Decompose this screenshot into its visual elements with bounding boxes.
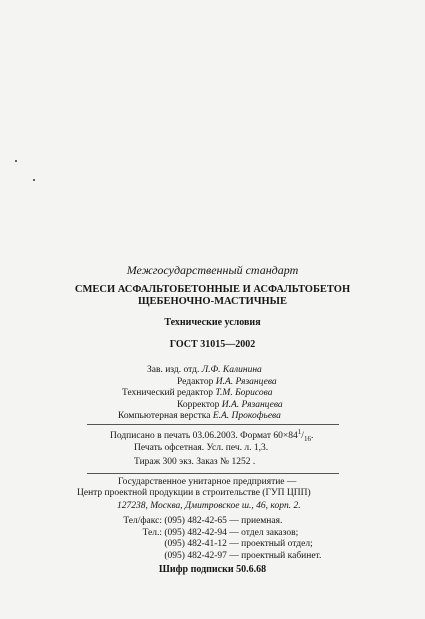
document-title-line1: СМЕСИ АСФАЛЬТОБЕТОННЫЕ И АСФАЛЬТОБЕТОН xyxy=(74,284,351,295)
format-numerator: 1 xyxy=(297,428,302,436)
credit-row xyxy=(177,400,425,412)
credits-block xyxy=(0,365,425,423)
standard-category: Межгосударственный стандарт xyxy=(126,263,299,277)
phone-row xyxy=(108,528,321,540)
credit-row xyxy=(118,411,425,423)
credit-name: Т.М. Борисова xyxy=(215,388,273,398)
credit-role: Зав. изд. отд. xyxy=(147,365,200,375)
phone-row xyxy=(108,539,321,551)
phone-number: (095) 482-42-97 xyxy=(164,550,227,561)
credit-row xyxy=(147,365,425,377)
phone-label: Тел/факс: xyxy=(123,516,162,526)
divider-line xyxy=(87,473,339,474)
print-paper: Печать офсетная. Усл. печ. л. 1,3. xyxy=(134,443,269,453)
phone-number: (095) 482-42-65 xyxy=(164,516,227,526)
phone-row xyxy=(108,551,321,563)
credit-row xyxy=(122,388,425,400)
credit-role: Технический редактор xyxy=(122,388,213,398)
phone-department: — проектный отдел; xyxy=(229,539,313,549)
phone-department: — отдел заказов; xyxy=(229,527,299,538)
document-subtitle: Технические условия xyxy=(164,317,261,328)
standard-number: ГОСТ 31015—2002 xyxy=(169,339,256,350)
print-run: Тираж 300 экз. Заказ № 1252 . xyxy=(134,457,256,467)
credit-role: Редактор xyxy=(177,376,214,387)
phone-number: (095) 482-42-94 xyxy=(164,527,227,538)
phone-department: — проектный кабинет. xyxy=(229,550,322,561)
print-signed: Подписано в печать 03.06.2003. Формат $60\times 84^1/_{16}$. xyxy=(110,428,314,444)
divider-line xyxy=(87,424,339,425)
document-title-line2: ЩЕБЕНОЧНО-МАСТИЧНЫЕ xyxy=(138,296,287,307)
phone-list xyxy=(108,516,321,562)
format-denominator: 16 xyxy=(303,435,311,444)
phone-label: Тел.: xyxy=(142,527,162,538)
credit-name: Л.Ф. Калинина xyxy=(201,365,262,375)
credit-name: И.А. Рязанцева xyxy=(215,376,277,387)
credit-name: Е.А. Прокофьева xyxy=(212,411,281,421)
credit-role: Корректор xyxy=(177,399,220,410)
phone-number: (095) 482-41-12 xyxy=(164,539,227,549)
publisher-address: 127238, Москва, Дмитровское ш., 46, корп. 2. xyxy=(117,501,301,511)
scan-speck xyxy=(15,160,17,162)
print-signed-text: Подписано в печать 03.06.2003. Формат 60×84 xyxy=(110,431,298,442)
publisher-line2: Центр проектной продукции в строительстве (ГУП ЦПП) xyxy=(77,488,311,498)
credit-name: И.А. Рязанцева xyxy=(221,399,283,410)
phone-department: — приемная. xyxy=(229,516,283,526)
phone-row xyxy=(108,516,321,528)
credit-role: Компьютерная верстка xyxy=(118,411,211,421)
publisher-line1: Государственное унитарное предприятие — xyxy=(118,477,297,487)
subscription-code: Шифр подписки 50.6.68 xyxy=(158,564,267,575)
credit-row xyxy=(177,377,425,389)
scan-speck xyxy=(33,179,35,181)
